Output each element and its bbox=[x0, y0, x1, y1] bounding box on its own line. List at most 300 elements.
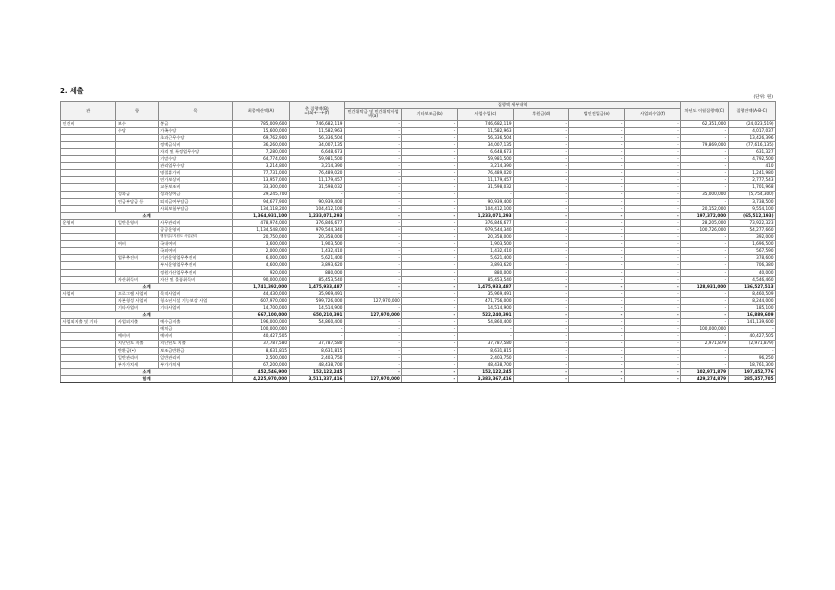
cell-value: 28,205,000 bbox=[681, 219, 728, 226]
cell-value: 40,000 bbox=[728, 269, 775, 276]
cell-value: 104,412,100 bbox=[457, 205, 513, 212]
cell-value: 4,792,500 bbox=[728, 156, 775, 163]
cell-kwan bbox=[61, 361, 116, 368]
cell-kwan bbox=[61, 227, 116, 234]
cell-value: 4,600,000 bbox=[233, 262, 289, 269]
cell-value: 4,017,037 bbox=[728, 127, 775, 134]
cell-value: 85,453,540 bbox=[457, 276, 513, 283]
table-row bbox=[61, 156, 776, 163]
cell-value: 20,358,000 bbox=[289, 234, 344, 241]
cell-value: 44,430,000 bbox=[233, 290, 289, 297]
cell-value: 94,677,900 bbox=[233, 198, 289, 205]
cell-value: 79,869,000 bbox=[681, 141, 728, 148]
cell-value: 3,600,000 bbox=[233, 241, 289, 248]
table-row bbox=[61, 333, 776, 340]
cell-value: - bbox=[402, 269, 457, 276]
cell-value: - bbox=[344, 248, 401, 255]
cell-value: - bbox=[514, 283, 569, 290]
header-final-budget: 최종예산액(A) bbox=[233, 102, 289, 121]
cell-mok: 성과상여금 bbox=[158, 191, 233, 198]
cell-value: 5,621,400 bbox=[457, 255, 513, 262]
cell-mok: 지난년도 지출 bbox=[158, 340, 233, 347]
cell-value: - bbox=[624, 354, 680, 361]
cell-value: 100,000,000 bbox=[233, 326, 289, 333]
cell-value: - bbox=[624, 127, 680, 134]
cell-value: 64,774,000 bbox=[233, 156, 289, 163]
cell-value: - bbox=[681, 234, 728, 241]
cell-value: - bbox=[402, 340, 457, 347]
cell-value: - bbox=[457, 326, 513, 333]
cell-value: 127,970,000 bbox=[344, 312, 401, 319]
cell-value: - bbox=[569, 354, 624, 361]
cell-value: - bbox=[681, 156, 728, 163]
cell-mok: 초과근무수당 bbox=[158, 134, 233, 141]
cell-value: (2,971,879) bbox=[728, 340, 775, 347]
cell-kwan bbox=[61, 163, 116, 170]
cell-value: 85,453,540 bbox=[289, 276, 344, 283]
cell-value: 54,277,660 bbox=[728, 227, 775, 234]
cell-value: 90,000,000 bbox=[233, 276, 289, 283]
cell-value: - bbox=[514, 354, 569, 361]
cell-value: - bbox=[344, 368, 401, 375]
cell-value: - bbox=[624, 361, 680, 368]
cell-value: - bbox=[402, 290, 457, 297]
table-row bbox=[61, 141, 776, 148]
cell-mok: 예치금 bbox=[158, 326, 233, 333]
cell-value: - bbox=[514, 255, 569, 262]
header-mok: 목 bbox=[158, 102, 233, 121]
cell-value: 69,762,900 bbox=[233, 134, 289, 141]
cell-value: 20,358,000 bbox=[457, 234, 513, 241]
cell-value: 3,511,337,416 bbox=[289, 375, 344, 382]
cell-value: - bbox=[624, 375, 680, 382]
cell-mok: 정액급식비 bbox=[158, 141, 233, 148]
cell-kwan bbox=[61, 340, 116, 347]
header-kwan: 관 bbox=[61, 102, 116, 121]
cell-kwan bbox=[61, 262, 116, 269]
cell-value: - bbox=[569, 305, 624, 312]
cell-value: - bbox=[344, 227, 401, 234]
cell-value: - bbox=[569, 361, 624, 368]
cell-kwan bbox=[61, 354, 116, 361]
cell-value: 20,152,000 bbox=[681, 205, 728, 212]
cell-value: - bbox=[344, 177, 401, 184]
cell-value: 478,974,000 bbox=[233, 219, 289, 226]
cell-value: 1,241,980 bbox=[728, 170, 775, 177]
cell-value: - bbox=[344, 283, 401, 290]
cell-value: - bbox=[344, 184, 401, 191]
subtotal-label: 소계 bbox=[61, 283, 233, 290]
table-row bbox=[61, 305, 776, 312]
cell-value: (65,512,193) bbox=[728, 212, 775, 219]
cell-hang: 수당 bbox=[116, 127, 158, 134]
header-school-transfer: 민간위탁금 및 민간위탁사업비(a) bbox=[344, 109, 401, 120]
cell-hang: 기타사업비 bbox=[116, 305, 158, 312]
cell-value: 31,598,032 bbox=[289, 184, 344, 191]
cell-kwan: 운영비 bbox=[61, 219, 116, 226]
cell-value: - bbox=[514, 375, 569, 382]
cell-value: - bbox=[624, 333, 680, 340]
cell-value: 6,648,673 bbox=[457, 148, 513, 155]
cell-mok: 기관운영업무추진비 bbox=[158, 255, 233, 262]
cell-value: - bbox=[624, 319, 680, 326]
cell-value: 1,233,071,293 bbox=[457, 212, 513, 219]
cell-kwan bbox=[61, 134, 116, 141]
table-row bbox=[61, 354, 776, 361]
cell-hang: 프로그램 사업비 bbox=[116, 290, 158, 297]
cell-value: - bbox=[402, 312, 457, 319]
cell-value: 376,846,677 bbox=[289, 219, 344, 226]
cell-value: 4,225,970,000 bbox=[233, 375, 289, 382]
cell-value: - bbox=[402, 205, 457, 212]
cell-mok: 기말수당 bbox=[158, 156, 233, 163]
cell-value: - bbox=[514, 262, 569, 269]
cell-hang: 일반관리비 bbox=[116, 354, 158, 361]
cell-value: 29,245,700 bbox=[233, 191, 289, 198]
cell-value: - bbox=[514, 319, 569, 326]
cell-value: 14,700,000 bbox=[233, 305, 289, 312]
header-subsidy: 기타보조금(b) bbox=[402, 109, 457, 120]
cell-value: - bbox=[681, 134, 728, 141]
header-corp-transfer: 법인전입금(e) bbox=[569, 109, 624, 120]
cell-value: - bbox=[402, 127, 457, 134]
cell-kwan bbox=[61, 148, 116, 155]
cell-value: - bbox=[344, 255, 401, 262]
cell-value: - bbox=[514, 148, 569, 155]
cell-value: 34,007,135 bbox=[457, 141, 513, 148]
cell-value: 33,300,000 bbox=[233, 184, 289, 191]
cell-value: 8,631,815 bbox=[233, 347, 289, 354]
table-row bbox=[61, 163, 776, 170]
cell-value: 410 bbox=[728, 163, 775, 170]
cell-value: - bbox=[681, 255, 728, 262]
header-other-income: 후원금(d) bbox=[514, 109, 569, 120]
cell-value: 40,427,505 bbox=[233, 333, 289, 340]
cell-value: - bbox=[402, 333, 457, 340]
cell-value: - bbox=[344, 290, 401, 297]
cell-value: 746,682,119 bbox=[457, 120, 513, 127]
cell-kwan bbox=[61, 184, 116, 191]
cell-value: 746,682,119 bbox=[289, 120, 344, 127]
cell-value: - bbox=[681, 276, 728, 283]
cell-hang bbox=[116, 205, 158, 212]
cell-kwan bbox=[61, 333, 116, 340]
subtotal-row bbox=[61, 368, 776, 375]
cell-value: 13,957,000 bbox=[233, 177, 289, 184]
cell-value: - bbox=[344, 141, 401, 148]
table-row bbox=[61, 120, 776, 127]
cell-value: - bbox=[624, 170, 680, 177]
cell-value: - bbox=[569, 248, 624, 255]
cell-value: - bbox=[514, 219, 569, 226]
header-project-income: 사업수입(c) bbox=[457, 109, 513, 120]
cell-mok: 부가가치세 bbox=[158, 361, 233, 368]
cell-value: - bbox=[681, 248, 728, 255]
cell-value: 1,696,500 bbox=[728, 241, 775, 248]
cell-value: 285,357,705 bbox=[728, 375, 775, 382]
cell-value: - bbox=[569, 163, 624, 170]
cell-value: 100,000,000 bbox=[681, 326, 728, 333]
cell-value: - bbox=[344, 241, 401, 248]
cell-value: - bbox=[344, 205, 401, 212]
cell-kwan bbox=[61, 305, 116, 312]
cell-value: - bbox=[514, 120, 569, 127]
cell-value: - bbox=[624, 290, 680, 297]
cell-mok: 연가보상비 bbox=[158, 177, 233, 184]
cell-value: - bbox=[681, 290, 728, 297]
cell-value: - bbox=[624, 205, 680, 212]
cell-value: - bbox=[624, 184, 680, 191]
cell-value: 1,233,071,293 bbox=[289, 212, 344, 219]
cell-hang bbox=[116, 184, 158, 191]
cell-value: - bbox=[624, 255, 680, 262]
cell-kwan: 사업비 bbox=[61, 290, 116, 297]
cell-value: - bbox=[514, 163, 569, 170]
cell-value: 376,846,677 bbox=[457, 219, 513, 226]
cell-value: - bbox=[681, 184, 728, 191]
cell-value: 979,544,340 bbox=[457, 227, 513, 234]
cell-value: 35,969,491 bbox=[457, 290, 513, 297]
cell-value: 56,336,504 bbox=[289, 134, 344, 141]
cell-hang: 일반운영비 bbox=[116, 219, 158, 226]
cell-value: 56,336,504 bbox=[457, 134, 513, 141]
cell-kwan bbox=[61, 234, 116, 241]
cell-value: - bbox=[681, 361, 728, 368]
cell-value: 76,489,020 bbox=[289, 170, 344, 177]
cell-value: - bbox=[569, 170, 624, 177]
cell-value: 197,452,776 bbox=[728, 368, 775, 375]
subtotal-row bbox=[61, 212, 776, 219]
cell-value: - bbox=[624, 248, 680, 255]
cell-value: - bbox=[402, 177, 457, 184]
cell-value: - bbox=[569, 269, 624, 276]
cell-value: - bbox=[681, 354, 728, 361]
cell-value: - bbox=[728, 326, 775, 333]
cell-value: 599,726,000 bbox=[289, 297, 344, 304]
cell-value: 1,701,968 bbox=[728, 184, 775, 191]
cell-mok: 퇴직급여부담금 bbox=[158, 198, 233, 205]
cell-kwan bbox=[61, 177, 116, 184]
cell-value: 59,981,500 bbox=[457, 156, 513, 163]
cell-value: - bbox=[344, 326, 401, 333]
cell-value: - bbox=[681, 127, 728, 134]
cell-value: - bbox=[569, 156, 624, 163]
cell-mok: 국내여비 bbox=[158, 241, 233, 248]
cell-kwan bbox=[61, 205, 116, 212]
cell-mok: 정원가산업무추진비 bbox=[158, 269, 233, 276]
table-row bbox=[61, 127, 776, 134]
cell-value: - bbox=[569, 234, 624, 241]
cell-value: - bbox=[514, 269, 569, 276]
cell-value: - bbox=[681, 170, 728, 177]
cell-value: 77,731,000 bbox=[233, 170, 289, 177]
cell-kwan bbox=[61, 326, 116, 333]
cell-value: - bbox=[569, 340, 624, 347]
cell-hang: 반환금(•) bbox=[116, 347, 158, 354]
cell-value: - bbox=[402, 248, 457, 255]
cell-value: 14,514,900 bbox=[457, 305, 513, 312]
cell-value: 9,554,100 bbox=[728, 205, 775, 212]
cell-value: 607,970,000 bbox=[233, 297, 289, 304]
cell-hang bbox=[116, 163, 158, 170]
cell-value: 3,383,367,416 bbox=[457, 375, 513, 382]
cell-kwan bbox=[61, 198, 116, 205]
cell-value: - bbox=[514, 368, 569, 375]
cell-value: 152,122,245 bbox=[457, 368, 513, 375]
cell-value: - bbox=[289, 333, 344, 340]
cell-value: - bbox=[514, 305, 569, 312]
cell-value: 127,970,000 bbox=[344, 297, 401, 304]
cell-value: - bbox=[402, 148, 457, 155]
cell-hang bbox=[116, 248, 158, 255]
cell-value: 1,432,410 bbox=[289, 248, 344, 255]
cell-value: 7,280,000 bbox=[233, 148, 289, 155]
cell-value: - bbox=[344, 134, 401, 141]
cell-value: 880,000 bbox=[289, 269, 344, 276]
cell-value: 128,931,000 bbox=[681, 283, 728, 290]
table-body bbox=[61, 120, 776, 382]
cell-value: - bbox=[514, 347, 569, 354]
header-balance: 집행잔액(A-B-C) bbox=[728, 102, 775, 121]
cell-value: - bbox=[402, 305, 457, 312]
cell-value: 76,489,020 bbox=[457, 170, 513, 177]
cell-value: - bbox=[569, 212, 624, 219]
table-row bbox=[61, 227, 776, 234]
cell-value: 16,889,609 bbox=[728, 312, 775, 319]
subtotal-row bbox=[61, 312, 776, 319]
cell-value: 3,214,390 bbox=[289, 163, 344, 170]
cell-value: - bbox=[514, 312, 569, 319]
cell-kwan bbox=[61, 241, 116, 248]
cell-value: - bbox=[569, 205, 624, 212]
cell-value: - bbox=[624, 219, 680, 226]
cell-value: - bbox=[728, 347, 775, 354]
cell-value: - bbox=[624, 141, 680, 148]
cell-value: 2,000,000 bbox=[233, 248, 289, 255]
cell-value: - bbox=[344, 198, 401, 205]
table-row bbox=[61, 347, 776, 354]
cell-value: 48,438,700 bbox=[457, 361, 513, 368]
cell-value: - bbox=[569, 227, 624, 234]
cell-value: - bbox=[344, 170, 401, 177]
cell-value: 378,600 bbox=[728, 255, 775, 262]
table-row bbox=[61, 319, 776, 326]
cell-value: - bbox=[681, 333, 728, 340]
cell-value: 3,893,620 bbox=[289, 262, 344, 269]
cell-hang bbox=[116, 227, 158, 234]
cell-value: 48,438,700 bbox=[289, 361, 344, 368]
cell-value: - bbox=[402, 347, 457, 354]
cell-value: - bbox=[514, 177, 569, 184]
cell-kwan bbox=[61, 297, 116, 304]
cell-value: - bbox=[402, 134, 457, 141]
cell-value: 11,179,457 bbox=[289, 177, 344, 184]
cell-value: - bbox=[402, 227, 457, 234]
cell-value: - bbox=[569, 120, 624, 127]
cell-value: 152,122,245 bbox=[289, 368, 344, 375]
cell-value: 429,274,879 bbox=[681, 375, 728, 382]
cell-value: - bbox=[514, 290, 569, 297]
cell-value: 5,621,400 bbox=[289, 255, 344, 262]
cell-mok: 예수금지출 bbox=[158, 319, 233, 326]
cell-value: - bbox=[514, 333, 569, 340]
cell-value: - bbox=[681, 148, 728, 155]
cell-mok: 부서운영업무추진비 bbox=[158, 262, 233, 269]
cell-value: - bbox=[569, 297, 624, 304]
cell-value: - bbox=[624, 326, 680, 333]
cell-value: - bbox=[624, 241, 680, 248]
cell-value: - bbox=[681, 262, 728, 269]
cell-mok: 사무관리비 bbox=[158, 219, 233, 226]
cell-value: - bbox=[569, 148, 624, 155]
cell-value: - bbox=[624, 340, 680, 347]
cell-value: - bbox=[569, 184, 624, 191]
cell-value: 197,372,000 bbox=[681, 212, 728, 219]
cell-value: 62,351,000 bbox=[681, 120, 728, 127]
cell-value: - bbox=[344, 156, 401, 163]
cell-hang bbox=[116, 234, 158, 241]
cell-value: - bbox=[624, 269, 680, 276]
cell-value: - bbox=[344, 191, 401, 198]
cell-value: - bbox=[344, 354, 401, 361]
cell-value: - bbox=[624, 347, 680, 354]
table-row bbox=[61, 248, 776, 255]
cell-value: - bbox=[344, 127, 401, 134]
cell-value: - bbox=[514, 141, 569, 148]
cell-kwan bbox=[61, 255, 116, 262]
cell-value: 1,903,500 bbox=[457, 241, 513, 248]
cell-value: 127,970,000 bbox=[344, 375, 401, 382]
cell-value: - bbox=[569, 262, 624, 269]
cell-mok: 사회보험부담금 bbox=[158, 205, 233, 212]
cell-value: 141,139,600 bbox=[728, 319, 775, 326]
cell-value: 14,514,900 bbox=[289, 305, 344, 312]
cell-value: 11,179,457 bbox=[457, 177, 513, 184]
header-project-recovery: 사업외수입(f) bbox=[624, 109, 680, 120]
cell-value: 8,631,815 bbox=[289, 347, 344, 354]
cell-hang bbox=[116, 262, 158, 269]
cell-value: - bbox=[402, 354, 457, 361]
cell-value: - bbox=[624, 262, 680, 269]
cell-value: 979,544,340 bbox=[289, 227, 344, 234]
cell-value: - bbox=[681, 163, 728, 170]
cell-value: - bbox=[402, 191, 457, 198]
cell-value: - bbox=[624, 148, 680, 155]
cell-hang: 자본형성 사업비 bbox=[116, 297, 158, 304]
cell-value: - bbox=[344, 333, 401, 340]
total-row bbox=[61, 375, 776, 382]
cell-kwan bbox=[61, 170, 116, 177]
total-label: 합계 bbox=[61, 375, 233, 382]
cell-value: - bbox=[402, 198, 457, 205]
cell-value: - bbox=[514, 134, 569, 141]
cell-value: - bbox=[569, 326, 624, 333]
cell-hang: 여비 bbox=[116, 241, 158, 248]
cell-value: 11,582,963 bbox=[289, 127, 344, 134]
cell-kwan: 사업외지출 및 기타 bbox=[61, 319, 116, 326]
cell-value: 196,000,000 bbox=[233, 319, 289, 326]
cell-value: - bbox=[344, 276, 401, 283]
cell-value: 880,000 bbox=[457, 269, 513, 276]
cell-value: - bbox=[569, 333, 624, 340]
section-title: 2. 세출 bbox=[60, 87, 84, 95]
cell-value: - bbox=[624, 312, 680, 319]
cell-value: 706,380 bbox=[728, 262, 775, 269]
cell-kwan bbox=[61, 248, 116, 255]
header-total-exec-formula: =(a)+···+(f) bbox=[304, 109, 330, 115]
table-row bbox=[61, 255, 776, 262]
cell-value: - bbox=[402, 212, 457, 219]
